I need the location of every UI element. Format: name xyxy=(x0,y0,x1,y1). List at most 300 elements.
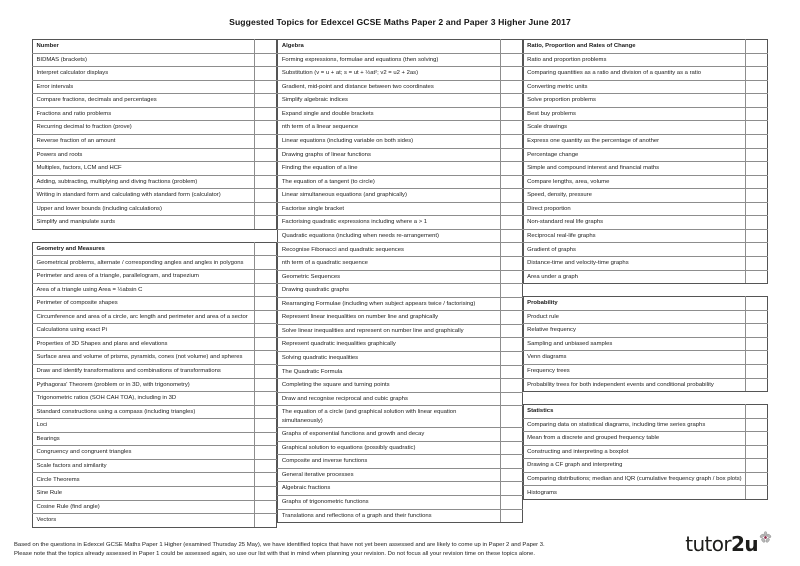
checkbox-cell[interactable] xyxy=(255,80,277,94)
topic-label: Perimeter and area of a triangle, parallelogram, and trapezium xyxy=(33,270,255,284)
checkbox-cell[interactable] xyxy=(255,162,277,176)
topic-label: Algebraic fractions xyxy=(278,482,500,496)
topic-label: Simplify algebraic indices xyxy=(278,94,500,108)
checkbox-cell[interactable] xyxy=(745,148,767,162)
table-row xyxy=(278,495,522,509)
checkbox-cell[interactable] xyxy=(255,324,277,338)
table-row xyxy=(278,392,522,406)
checkbox-cell[interactable] xyxy=(500,270,522,284)
table-row xyxy=(33,514,277,528)
topic-label: nth term of a linear sequence xyxy=(278,121,500,135)
topic-label: Fractions and ratio problems xyxy=(33,107,255,121)
footer-line-1: Based on the questions in Edexcel GCSE Maths Paper 1 Higher (examined Thursday 25 May), we have identified topics that have not yet been assessed and are likely to come up in Paper 2 and Paper 3. xyxy=(14,541,545,548)
table-row xyxy=(278,284,522,298)
topic-label: Completing the square and turning points xyxy=(278,379,500,393)
checkbox-cell[interactable] xyxy=(745,216,767,230)
checkbox-cell[interactable] xyxy=(255,446,277,460)
table-row xyxy=(33,175,277,189)
table-row xyxy=(523,486,767,500)
table-row xyxy=(523,432,767,446)
checkbox-cell[interactable] xyxy=(255,500,277,514)
checkbox-cell[interactable] xyxy=(500,134,522,148)
checkbox-cell[interactable] xyxy=(500,40,522,54)
checkbox-cell[interactable] xyxy=(500,441,522,455)
checkbox-cell[interactable] xyxy=(745,310,767,324)
topic-label: Geometrical problems, alternate / corresponding angles and angles in polygons xyxy=(33,256,255,270)
table-row xyxy=(33,134,277,148)
topic-label: Area of a triangle using Area = ½absin C xyxy=(33,283,255,297)
checkbox-cell[interactable] xyxy=(500,468,522,482)
topic-label: Sampling and unbiased samples xyxy=(523,337,745,351)
checkbox-cell[interactable] xyxy=(500,495,522,509)
checkbox-cell[interactable] xyxy=(745,418,767,432)
table-row xyxy=(33,500,277,514)
topic-label: Frequency trees xyxy=(523,364,745,378)
topic-label: Surface area and volume of prisms, pyramids, cones (not volume) and spheres xyxy=(33,351,255,365)
checkbox-cell[interactable] xyxy=(255,432,277,446)
table-row xyxy=(278,162,522,176)
topic-label: Reciprocal real-life graphs xyxy=(523,229,745,243)
table-row xyxy=(33,364,277,378)
table-row xyxy=(278,365,522,379)
table-row xyxy=(523,459,767,473)
table-section-header-row xyxy=(523,40,767,54)
checkbox-cell[interactable] xyxy=(745,202,767,216)
topic-label: Powers and roots xyxy=(33,148,255,162)
table-row xyxy=(278,311,522,325)
table-row xyxy=(278,202,522,216)
topic-label: Represent quadratic inequalities graphically xyxy=(278,338,500,352)
topic-label: Scale factors and similarity xyxy=(33,459,255,473)
checkbox-cell[interactable] xyxy=(255,242,277,256)
table-row xyxy=(278,148,522,162)
topic-table xyxy=(277,39,522,523)
checkbox-cell[interactable] xyxy=(255,189,277,203)
column-3 xyxy=(523,39,768,512)
checkbox-cell[interactable] xyxy=(500,243,522,257)
table-row xyxy=(523,418,767,432)
checkbox-cell[interactable] xyxy=(500,455,522,469)
table-row xyxy=(523,67,767,81)
topic-table xyxy=(32,39,277,230)
checkbox-cell[interactable] xyxy=(500,202,522,216)
topic-label: Adding, subtracting, multiplying and diving fractions (problem) xyxy=(33,175,255,189)
checkbox-cell[interactable] xyxy=(500,324,522,338)
checkbox-cell[interactable] xyxy=(255,67,277,81)
checkbox-cell[interactable] xyxy=(255,216,277,230)
table-row xyxy=(278,406,522,428)
checkbox-cell[interactable] xyxy=(745,486,767,500)
topic-label: Sine Rule xyxy=(33,487,255,501)
footer-line-2: Please note that the topics already assessed in Paper 1 could be assessed again, so use our list with that in mind when planning your revision. Do not focus all your revision time on these topics alone. xyxy=(14,551,535,558)
table-row xyxy=(523,189,767,203)
table-row xyxy=(33,216,277,230)
checkbox-cell[interactable] xyxy=(745,472,767,486)
checkbox-cell[interactable] xyxy=(500,338,522,352)
topic-label: Area under a graph xyxy=(523,270,745,284)
topic-label: Best buy problems xyxy=(523,107,745,121)
checkbox-cell[interactable] xyxy=(745,297,767,311)
topic-label: Solve linear inequalities and represent on number line and graphically xyxy=(278,324,500,338)
checkbox-cell[interactable] xyxy=(745,270,767,284)
topic-label: Cosine Rule (find angle) xyxy=(33,500,255,514)
topic-label: Graphs of trigonometric functions xyxy=(278,495,500,509)
table-row xyxy=(278,428,522,442)
table-row xyxy=(33,378,277,392)
checkbox-cell[interactable] xyxy=(745,405,767,419)
topic-label: Error intervals xyxy=(33,80,255,94)
topic-label: General iterative processes xyxy=(278,468,500,482)
table-row xyxy=(33,459,277,473)
topic-label: nth term of a quadratic sequence xyxy=(278,257,500,271)
checkbox-cell[interactable] xyxy=(745,337,767,351)
topic-label: Calculations using exact Pi xyxy=(33,324,255,338)
topic-label: Composite and inverse functions xyxy=(278,455,500,469)
topic-label: Recurring decimal to fraction (prove) xyxy=(33,121,255,135)
checkbox-cell[interactable] xyxy=(745,257,767,271)
topic-label: Standard constructions using a compass (including triangles) xyxy=(33,405,255,419)
table-row xyxy=(278,270,522,284)
table-row xyxy=(33,162,277,176)
table-row xyxy=(523,216,767,230)
table-row xyxy=(33,432,277,446)
table-row xyxy=(33,324,277,338)
topic-label: Drawing graphs of linear functions xyxy=(278,148,500,162)
checkbox-cell[interactable] xyxy=(500,162,522,176)
table-row xyxy=(278,482,522,496)
footer-note xyxy=(14,541,545,560)
table-row xyxy=(33,351,277,365)
table-row xyxy=(523,337,767,351)
table-section-header-row xyxy=(278,40,522,54)
checkbox-cell[interactable] xyxy=(500,365,522,379)
checkbox-cell[interactable] xyxy=(255,487,277,501)
table-row xyxy=(33,270,277,284)
table-row xyxy=(523,94,767,108)
topic-label: Draw and identify transformations and combinations of transformations xyxy=(33,364,255,378)
topic-label: Simplify and manipulate surds xyxy=(33,216,255,230)
checkbox-cell[interactable] xyxy=(255,378,277,392)
table-row xyxy=(523,257,767,271)
topic-label: Converting metric units xyxy=(523,80,745,94)
checkbox-cell[interactable] xyxy=(745,67,767,81)
table-row xyxy=(523,472,767,486)
table-row xyxy=(278,229,522,243)
logo-text-light: tutor xyxy=(685,532,732,556)
checkbox-cell[interactable] xyxy=(255,94,277,108)
checkbox-cell[interactable] xyxy=(255,473,277,487)
table-row xyxy=(278,324,522,338)
checkbox-cell[interactable] xyxy=(255,514,277,528)
table-row xyxy=(278,441,522,455)
table-row xyxy=(33,419,277,433)
table-row xyxy=(523,243,767,257)
table-row xyxy=(523,270,767,284)
section-heading: Ratio, Proportion and Rates of Change xyxy=(523,40,745,54)
checkbox-cell[interactable] xyxy=(255,134,277,148)
topic-label: Upper and lower bounds (including calculations) xyxy=(33,202,255,216)
topic-label: The Quadratic Formula xyxy=(278,365,500,379)
table-row xyxy=(278,94,522,108)
checkbox-cell[interactable] xyxy=(500,406,522,428)
topic-label: Trigonometric ratios (SOH CAH TOA), including in 3D xyxy=(33,392,255,406)
table-row xyxy=(278,455,522,469)
table-row xyxy=(278,121,522,135)
topic-label: Factorising quadratic expressions including where a > 1 xyxy=(278,216,500,230)
checkbox-cell[interactable] xyxy=(500,67,522,81)
table-row xyxy=(278,175,522,189)
topic-label: Quadratic equations (including when needs re-arrangement) xyxy=(278,229,500,243)
checkbox-cell[interactable] xyxy=(500,53,522,67)
checkbox-cell[interactable] xyxy=(500,229,522,243)
topic-label: Congruency and congruent triangles xyxy=(33,446,255,460)
topic-label: Forming expressions, formulae and equations (then solving) xyxy=(278,53,500,67)
topic-label: Linear equations (including variable on both sides) xyxy=(278,134,500,148)
table-row xyxy=(33,405,277,419)
checkbox-cell[interactable] xyxy=(255,283,277,297)
checkbox-cell[interactable] xyxy=(745,378,767,392)
table-row xyxy=(523,445,767,459)
topic-label: Ratio and proportion problems xyxy=(523,53,745,67)
topic-label: Finding the equation of a line xyxy=(278,162,500,176)
column-2 xyxy=(277,39,522,535)
table-row xyxy=(278,379,522,393)
checkbox-cell[interactable] xyxy=(500,80,522,94)
topic-columns xyxy=(0,39,800,540)
topic-label: Product rule xyxy=(523,310,745,324)
checkbox-cell[interactable] xyxy=(745,189,767,203)
topic-label: Distance-time and velocity-time graphs xyxy=(523,257,745,271)
topic-label: Comparing data on statistical diagrams, including time series graphs xyxy=(523,418,745,432)
checkbox-cell[interactable] xyxy=(255,270,277,284)
checkbox-cell[interactable] xyxy=(745,432,767,446)
table-row xyxy=(523,324,767,338)
checkbox-cell[interactable] xyxy=(745,351,767,365)
table-row xyxy=(33,202,277,216)
checkbox-cell[interactable] xyxy=(500,509,522,523)
checkbox-cell[interactable] xyxy=(255,392,277,406)
table-row xyxy=(33,107,277,121)
topic-label: Factorise single bracket xyxy=(278,202,500,216)
topic-table xyxy=(523,404,768,500)
checkbox-cell[interactable] xyxy=(745,324,767,338)
checkbox-cell[interactable] xyxy=(500,297,522,311)
column-1 xyxy=(32,39,277,540)
checkbox-cell[interactable] xyxy=(500,94,522,108)
flower-icon xyxy=(759,531,772,549)
checkbox-cell[interactable] xyxy=(745,40,767,54)
checkbox-cell[interactable] xyxy=(745,53,767,67)
table-section-header-row xyxy=(523,405,767,419)
checkbox-cell[interactable] xyxy=(255,405,277,419)
table-row xyxy=(523,134,767,148)
table-row xyxy=(278,351,522,365)
checkbox-cell[interactable] xyxy=(500,121,522,135)
topic-table xyxy=(523,296,768,392)
table-row xyxy=(523,148,767,162)
topic-label: Scale drawings xyxy=(523,121,745,135)
checkbox-cell[interactable] xyxy=(255,459,277,473)
table-row xyxy=(523,121,767,135)
topic-label: Bearings xyxy=(33,432,255,446)
checkbox-cell[interactable] xyxy=(255,53,277,67)
checkbox-cell[interactable] xyxy=(500,189,522,203)
checkbox-cell[interactable] xyxy=(500,311,522,325)
checkbox-cell[interactable] xyxy=(500,428,522,442)
checkbox-cell[interactable] xyxy=(745,107,767,121)
topic-label: Direct proportion xyxy=(523,202,745,216)
checkbox-cell[interactable] xyxy=(745,364,767,378)
checkbox-cell[interactable] xyxy=(255,351,277,365)
checkbox-cell[interactable] xyxy=(745,162,767,176)
checkbox-cell[interactable] xyxy=(745,175,767,189)
topic-label: Speed, density, pressure xyxy=(523,189,745,203)
checkbox-cell[interactable] xyxy=(500,107,522,121)
table-row xyxy=(523,378,767,392)
checkbox-cell[interactable] xyxy=(255,297,277,311)
topic-label: The equation of a tangent (to circle) xyxy=(278,175,500,189)
table-row xyxy=(33,94,277,108)
checkbox-cell[interactable] xyxy=(745,229,767,243)
topic-label: Solve proportion problems xyxy=(523,94,745,108)
topic-label: Drawing a CF graph and interpreting xyxy=(523,459,745,473)
topic-label: Recognise Fibonacci and quadratic sequences xyxy=(278,243,500,257)
logo-text-bold: 2u xyxy=(731,532,758,556)
checkbox-cell[interactable] xyxy=(255,310,277,324)
checkbox-cell[interactable] xyxy=(745,445,767,459)
topic-label: Vectors xyxy=(33,514,255,528)
topic-label: Non-standard real life graphs xyxy=(523,216,745,230)
table-row xyxy=(278,338,522,352)
table-row xyxy=(523,364,767,378)
topic-label: The equation of a circle (and graphical solution with linear equation simultaneously) xyxy=(278,406,500,428)
table-row xyxy=(278,80,522,94)
topic-label: Compare fractions, decimals and percentages xyxy=(33,94,255,108)
checkbox-cell[interactable] xyxy=(255,419,277,433)
section-heading: Probability xyxy=(523,297,745,311)
table-row xyxy=(523,351,767,365)
page-footer xyxy=(0,534,800,566)
table-row xyxy=(33,297,277,311)
section-heading: Number xyxy=(33,40,255,54)
checkbox-cell[interactable] xyxy=(500,284,522,298)
topic-label: Circumference and area of a circle, arc length and perimeter and area of a sector xyxy=(33,310,255,324)
topic-label: Simple and compound interest and financial maths xyxy=(523,162,745,176)
checkbox-cell[interactable] xyxy=(500,148,522,162)
table-row xyxy=(523,202,767,216)
checkbox-cell[interactable] xyxy=(745,80,767,94)
table-row xyxy=(278,53,522,67)
topic-label: Linear simultaneous equations (and graphically) xyxy=(278,189,500,203)
checkbox-cell[interactable] xyxy=(255,202,277,216)
table-row xyxy=(278,257,522,271)
checkbox-cell[interactable] xyxy=(500,379,522,393)
table-row xyxy=(523,107,767,121)
table-section-header-row xyxy=(523,297,767,311)
topic-label: Graphs of exponential functions and growth and decay xyxy=(278,428,500,442)
checkbox-cell[interactable] xyxy=(500,351,522,365)
checkbox-cell[interactable] xyxy=(255,121,277,135)
table-section-header-row xyxy=(33,242,277,256)
table-row xyxy=(33,310,277,324)
checkbox-cell[interactable] xyxy=(500,482,522,496)
topic-label: Mean from a discrete and grouped frequency table xyxy=(523,432,745,446)
topic-label: Perimeter of composite shapes xyxy=(33,297,255,311)
topic-table xyxy=(523,39,768,284)
topic-label: Gradient of graphs xyxy=(523,243,745,257)
table-row xyxy=(33,487,277,501)
table-row xyxy=(278,107,522,121)
topic-label: Probability trees for both independent events and conditional probability xyxy=(523,378,745,392)
checkbox-cell[interactable] xyxy=(255,107,277,121)
table-row xyxy=(523,229,767,243)
checkbox-cell[interactable] xyxy=(255,364,277,378)
topic-label: Histograms xyxy=(523,486,745,500)
checkbox-cell[interactable] xyxy=(255,337,277,351)
table-row xyxy=(523,80,767,94)
section-heading: Statistics xyxy=(523,405,745,419)
topic-label: Gradient, mid-point and distance between two coordinates xyxy=(278,80,500,94)
topic-label: Graphical solution to equations (possibly quadratic) xyxy=(278,441,500,455)
checkbox-cell[interactable] xyxy=(255,175,277,189)
topic-label: Rearranging Formulae (including when subject appears twice / factorising) xyxy=(278,297,500,311)
table-row xyxy=(523,175,767,189)
table-row xyxy=(278,216,522,230)
table-row xyxy=(278,509,522,523)
table-row xyxy=(523,53,767,67)
page-title: Suggested Topics for Edexcel GCSE Maths Paper 2 and Paper 3 Higher June 2017 xyxy=(229,17,571,27)
table-row xyxy=(523,310,767,324)
checkbox-cell[interactable] xyxy=(745,459,767,473)
checkbox-cell[interactable] xyxy=(255,256,277,270)
topic-label: Multiples, factors, LCM and HCF xyxy=(33,162,255,176)
topic-label: Pythagoras' Theorem (problem or in 3D, with trigonometry) xyxy=(33,378,255,392)
table-row xyxy=(33,337,277,351)
checkbox-cell[interactable] xyxy=(500,216,522,230)
table-row xyxy=(33,67,277,81)
table-row xyxy=(33,53,277,67)
table-row xyxy=(33,121,277,135)
table-row xyxy=(278,67,522,81)
checkbox-cell[interactable] xyxy=(255,40,277,54)
topic-label: Translations and reflections of a graph and their functions xyxy=(278,509,500,523)
checkbox-cell[interactable] xyxy=(500,175,522,189)
section-heading: Algebra xyxy=(278,40,500,54)
topic-label: Solving quadratic inequalities xyxy=(278,351,500,365)
topic-label: Loci xyxy=(33,419,255,433)
topic-label: Reverse fraction of an amount xyxy=(33,134,255,148)
table-row xyxy=(33,473,277,487)
table-row xyxy=(278,134,522,148)
checkbox-cell[interactable] xyxy=(745,94,767,108)
table-row xyxy=(278,189,522,203)
table-row xyxy=(33,80,277,94)
topic-label: Comparing distributions; median and IQR (cumulative frequency graph / box plots) xyxy=(523,472,745,486)
checkbox-cell[interactable] xyxy=(745,134,767,148)
topic-label: Constructing and interpreting a boxplot xyxy=(523,445,745,459)
table-row xyxy=(278,297,522,311)
checkbox-cell[interactable] xyxy=(745,121,767,135)
topic-label: Interpret calculator displays xyxy=(33,67,255,81)
table-row xyxy=(278,468,522,482)
checkbox-cell[interactable] xyxy=(255,148,277,162)
checkbox-cell[interactable] xyxy=(500,392,522,406)
topic-label: BIDMAS (brackets) xyxy=(33,53,255,67)
topic-label: Express one quantity as the percentage of another xyxy=(523,134,745,148)
checkbox-cell[interactable] xyxy=(500,257,522,271)
topic-label: Circle Theorems xyxy=(33,473,255,487)
checkbox-cell[interactable] xyxy=(745,243,767,257)
